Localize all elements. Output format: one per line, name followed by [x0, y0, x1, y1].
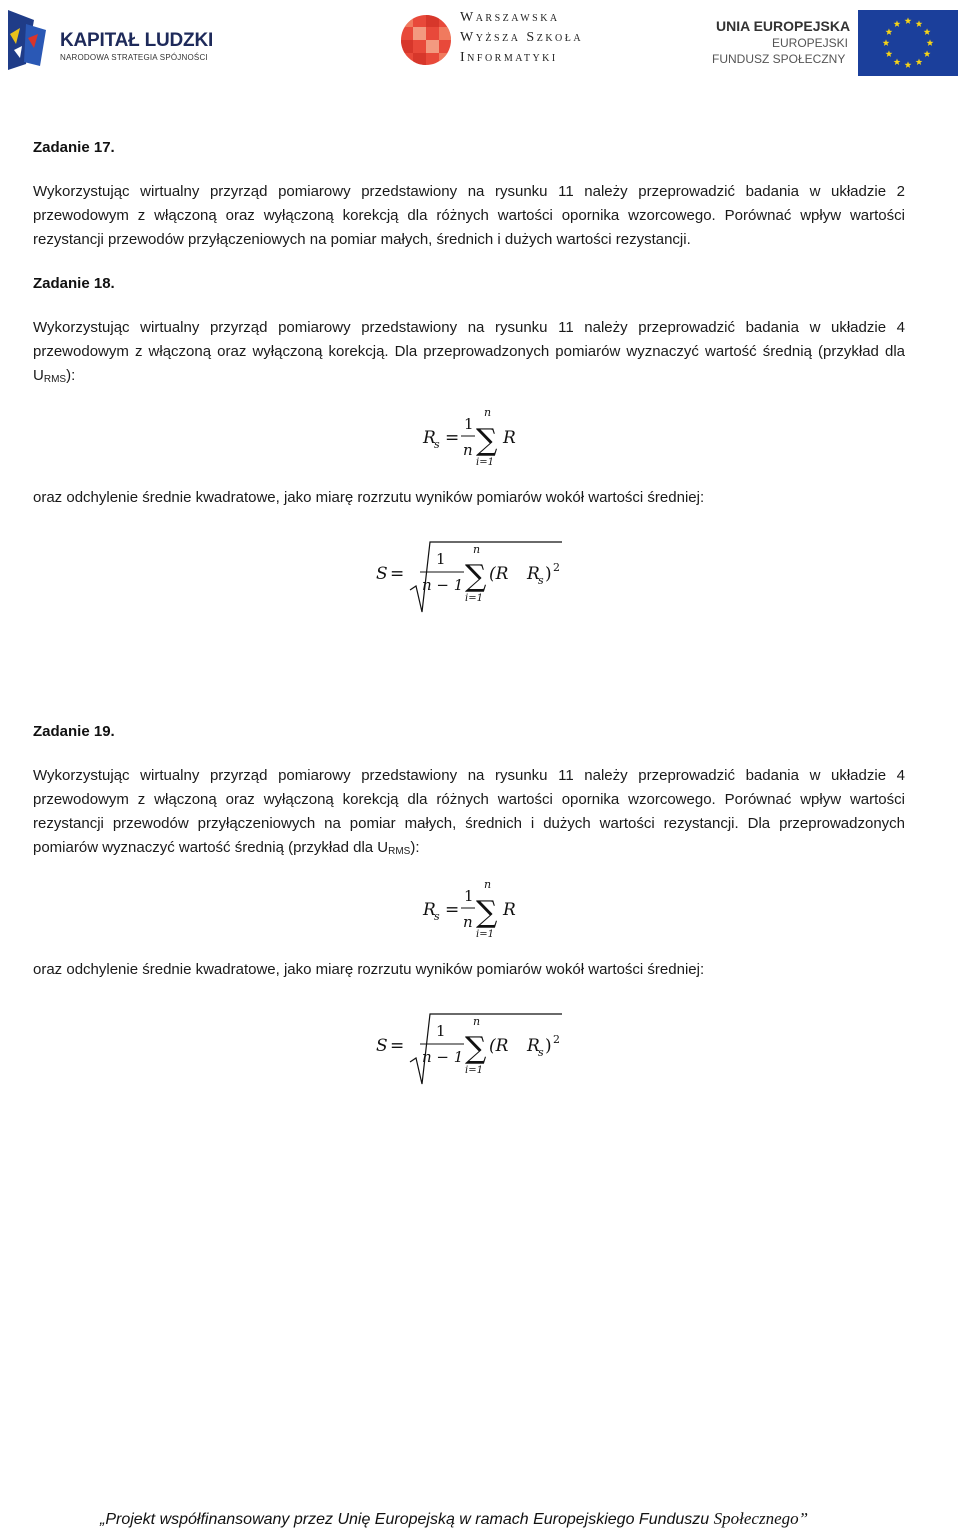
task-19-subscript: RMS: [388, 846, 411, 857]
kapital-ludzki-logo: [4, 4, 214, 74]
task-18-text: [33, 316, 905, 392]
page-header: [0, 0, 960, 82]
wwsi-emblem: [400, 14, 452, 66]
kapital-ludzki-subtitle: NARODOWA STRATEGIA SPÓJNOŚCI: [60, 53, 208, 62]
mean-lhs: R: [423, 428, 436, 448]
mean-sum-bottom: i=1: [476, 929, 494, 940]
mean-lhs: R: [423, 900, 436, 920]
eu-logo-line-3: FUNDUSZ SPOŁECZNY: [712, 52, 846, 66]
mean-formula-18: [420, 405, 530, 476]
sigma-icon: ∑: [476, 423, 498, 458]
std-term-open: (R: [489, 1036, 509, 1056]
std-lhs: S: [376, 1036, 388, 1056]
mean-eq: =: [445, 428, 460, 448]
page-footer: [100, 1509, 808, 1529]
sigma-icon: ∑: [465, 1031, 487, 1066]
footer-last-word: Społecznego”: [713, 1509, 809, 1528]
footer-text: „Projekt współfinansowany przez Unię Europejską w ramach Europejskiego Funduszu: [100, 1511, 714, 1528]
std-formula-18: [372, 540, 572, 621]
task-18-subscript: RMS: [43, 374, 67, 385]
std-eq: =: [390, 1036, 405, 1056]
std-formula-19: [372, 1012, 572, 1093]
std-den: n − 1: [422, 576, 464, 594]
sigma-icon: ∑: [476, 895, 498, 930]
std-num: 1: [436, 550, 446, 568]
std-term-r: R: [527, 564, 540, 584]
std-sum-bottom: i=1: [465, 593, 483, 604]
eu-logo: [710, 10, 960, 76]
task-19-between-text: oraz odchylenie średnie kwadratowe, jako miarę rozrzutu wyników pomiarów wokół wartości średniej:: [33, 961, 705, 978]
task-18-text-after: ):: [66, 367, 76, 384]
task-18-between-text: oraz odchylenie średnie kwadratowe, jako miarę rozrzutu wyników pomiarów wokół wartości średniej:: [33, 489, 705, 506]
wwsi-line-3: Informatyki: [460, 50, 558, 65]
mean-term: R: [503, 900, 516, 920]
task-19-text-main: Wykorzystując wirtualny przyrząd pomiarowy przedstawiony na rysunku 11 należy przeprowadzić badania w układzie 4 przewodowym z włączoną oraz wyłączoną korekcją dla różnych wartości opornika wzorcowego. Porównać wpływ wartości rezystancji przewodów przyłączeniowych na pomiar małych, średnich i dużych wartości rezystancji. Dla przeprowadzonych pomiarów wyznaczyć wartość średnią (przykład dla U: [33, 767, 905, 856]
task-19-text-after: ):: [410, 839, 420, 856]
std-lhs: S: [376, 564, 388, 584]
std-term-close: ): [545, 564, 552, 584]
std-sum-bottom: i=1: [465, 1065, 483, 1076]
mean-eq: =: [445, 900, 460, 920]
task-17-heading: Zadanie 17.: [33, 139, 115, 156]
std-term-close: ): [545, 1036, 552, 1056]
std-exp: 2: [553, 561, 560, 574]
std-term-open: (R: [489, 564, 509, 584]
sigma-icon: ∑: [465, 559, 487, 594]
wwsi-line-1: Warszawska: [460, 10, 560, 25]
mean-term: R: [503, 428, 516, 448]
mean-num: 1: [464, 415, 474, 433]
std-den: n − 1: [422, 1048, 464, 1066]
std-term-sub: s: [538, 1046, 544, 1059]
task-18-heading: Zadanie 18.: [33, 275, 115, 292]
kapital-ludzki-title: KAPITAŁ LUDZKI: [60, 30, 214, 51]
std-term-sub: s: [538, 574, 544, 587]
std-sum-top: n: [473, 543, 481, 556]
task-17-text: Wykorzystując wirtualny przyrząd pomiarowy przedstawiony na rysunku 11 należy przeprowadzić badania w układzie 2 przewodowym z włączoną oraz wyłączoną korekcją dla różnych wartości opornika wzorcowego. Porównać wpływ wartości rezystancji przewodów przyłączeniowych na pomiar małych, średnich i dużych wartości rezystancji.: [33, 183, 905, 248]
eu-logo-line-1: UNIA EUROPEJSKA: [716, 18, 851, 34]
std-term-r: R: [527, 1036, 540, 1056]
mean-den: n: [463, 913, 473, 931]
mean-sum-top: n: [484, 406, 492, 419]
std-exp: 2: [553, 1033, 560, 1046]
mean-num: 1: [464, 887, 474, 905]
wwsi-logo: [400, 10, 590, 70]
mean-den: n: [463, 441, 473, 459]
eu-flag-icon: [858, 10, 958, 76]
mean-lhs-sub: s: [434, 438, 440, 451]
kapital-ludzki-emblem: [4, 4, 48, 74]
task-19-text: [33, 764, 905, 864]
task-19-heading: Zadanie 19.: [33, 723, 115, 740]
std-sum-top: n: [473, 1015, 481, 1028]
mean-formula-19: [420, 877, 530, 948]
mean-sum-top: n: [484, 878, 492, 891]
mean-lhs-sub: s: [434, 910, 440, 923]
std-eq: =: [390, 564, 405, 584]
task-18-text-main: Wykorzystując wirtualny przyrząd pomiarowy przedstawiony na rysunku 11 należy przeprowadzić badania w układzie 4 przewodowym z włączoną oraz wyłączoną korekcją. Dla przeprowadzonych pomiarów wyznaczyć wartość średnią (przykład dla U: [33, 319, 905, 384]
mean-sum-bottom: i=1: [476, 457, 494, 468]
wwsi-line-2: Wyższa Szkoła: [460, 30, 584, 45]
std-num: 1: [436, 1022, 446, 1040]
eu-logo-line-2: EUROPEJSKI: [772, 36, 849, 50]
